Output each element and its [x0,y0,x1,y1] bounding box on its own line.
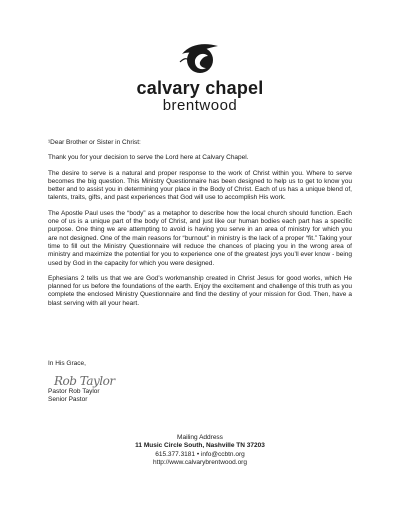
church-logo [0,40,400,114]
letter-body [48,139,352,315]
handwritten-signature: Rob Taylor [54,374,115,388]
signer-title: Senior Pastor [48,396,88,404]
paragraph: Thank you for your decision to serve the Lord here at Calvary Chapel. [48,154,249,162]
mailing-address-block [0,434,400,467]
website-link[interactable]: http://www.calvarybrentwood.org [153,458,247,466]
signer-block [48,388,100,405]
mailing-label: Mailing Address [177,434,223,441]
paragraph: Ephesians 2 tells us that we are God’s workmanship created in Christ Jesus for good works, which He planned for us before the foundations of the earth. Enjoy the excitement and challenge of this truth as you complete the enclosed Ministry Questionnaire and find the destiny of your mission for God. Then, have a blast serving with all your heart. [48,274,352,307]
contact-info: 615.377.3181 • info@ccbtn.org [155,450,245,458]
signer-name: Pastor Rob Taylor [48,388,100,395]
dove-icon [178,40,222,76]
brand-name: calvary chapel [136,78,264,98]
street-address: 11 Music Circle South, Nashville TN 37203 [135,442,265,450]
paragraph: The Apostle Paul uses the “body” as a metaphor to describe how the local church should function. Each one of us is a unique part of the body of Christ, and just like our human bodies each part has a specific purpose. One thing we are attempting to avoid is having you serve in an area of ministry for which you are not designed. One of the main reasons for “burnout” in ministry is the lack of a proper “fit.” Taking your time to fill out the Ministry Questionnaire will reduce the chances of placing you in the wrong area of ministry and maximize the potential for you to experience one of the greatest joys you’ll ever know - being used by God in the capacity for which you were designed. [48,209,352,267]
salutation: ¹Dear Brother or Sister in Christ: [48,139,141,146]
paragraph: The desire to serve is a natural and proper response to the work of Christ within you. Where to serve becomes the big question. This Ministry Questionnaire has been designed to help us to get to know you better and to assist you in determining your place in the Body of Christ. Each of us has a unique blend of, talents, traits, gifts, and past experiences that God will use to accomplish His work. [48,169,352,202]
closing: In His Grace, [48,360,86,367]
brand-subtitle: brentwood [162,97,238,114]
